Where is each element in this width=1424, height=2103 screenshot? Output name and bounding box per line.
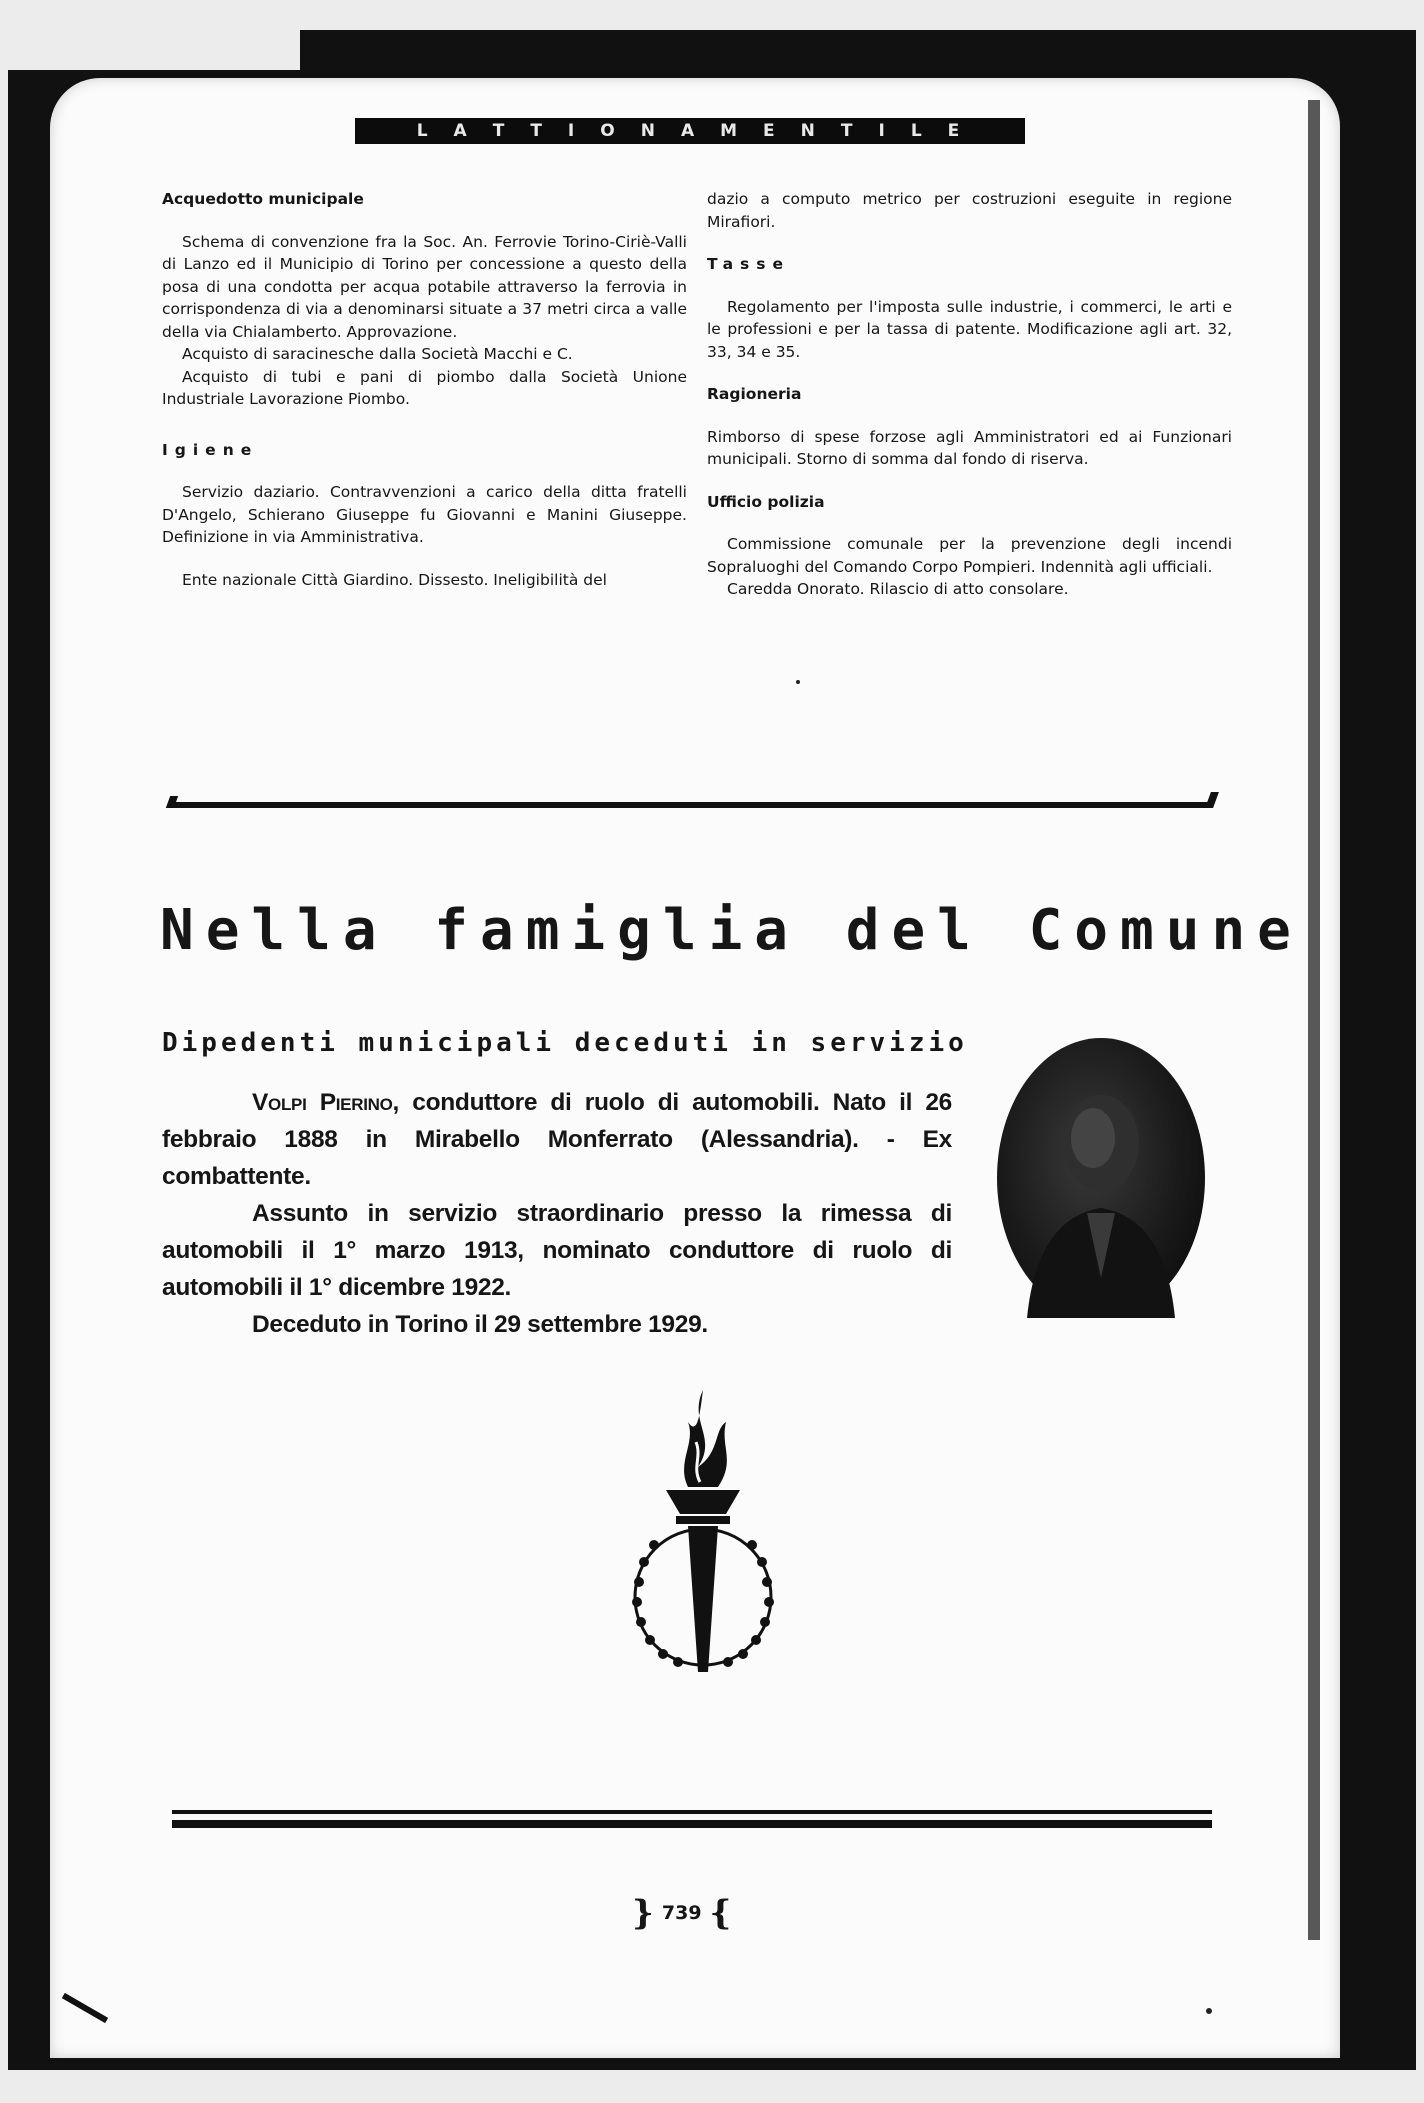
ink-speck <box>796 680 800 684</box>
footer-divider <box>172 1810 1212 1828</box>
paragraph: Rimborso di spese forzose agli Amministratori ed ai Funzionari municipali. Storno di somma dal fondo di riserva. <box>707 427 1232 468</box>
bracket-right-icon: { <box>709 1893 732 1933</box>
paragraph: Acquisto di tubi e pani di piombo dalla Società Unione Industriale Lavorazione Piombo. <box>162 367 687 408</box>
deceased-name: Volpi Pierino <box>252 1089 393 1116</box>
obituary-text <box>162 1084 952 1343</box>
obituary-paragraph: Deceduto in Torino il 29 settembre 1929. <box>252 1311 708 1338</box>
header-letter: O <box>600 121 619 141</box>
portrait-photo <box>997 1038 1205 1318</box>
section-heading-tasse: Tasse <box>707 255 790 273</box>
header-letter: N <box>800 121 819 141</box>
header-letter: T <box>492 121 509 141</box>
running-header <box>355 118 1025 144</box>
section-heading-polizia: Ufficio polizia <box>707 492 825 511</box>
page-number <box>632 1893 731 1933</box>
page-edge-shadow <box>1308 100 1320 1940</box>
portrait-figure-icon <box>997 1038 1205 1318</box>
header-letter: I <box>567 121 579 141</box>
header-letter: E <box>763 121 779 141</box>
header-letter: E <box>947 121 964 141</box>
header-letter: L <box>910 121 926 141</box>
section-heading-ragioneria: Ragioneria <box>707 385 802 403</box>
paragraph: Acquisto di saracinesche dalla Società Macchi e C. <box>182 345 573 363</box>
paragraph: Regolamento per l'imposta sulle industrie, i commerci, le arti e le professioni e per la tassa di patente. Modificazione agli art. 32, 33, 34 e 35. <box>707 297 1232 361</box>
section-heading-igiene: Igiene <box>162 440 259 459</box>
section-subtitle: Dipedenti municipali deceduti in servizio <box>162 1028 968 1058</box>
torch-wreath-emblem <box>628 1382 778 1706</box>
section-divider <box>172 802 1212 808</box>
paragraph: dazio a computo metrico per costruzioni eseguite in regione Mirafiori. <box>707 190 1232 231</box>
header-letter: T <box>840 121 857 141</box>
paragraph: Servizio daziario. Contravvenzioni a carico della ditta fratelli D'Angelo, Schierano Giuseppe fu Giovanni e Manini Giuseppe. Definizione in via Amministrativa. <box>162 483 687 546</box>
header-letter: A <box>680 121 699 141</box>
paragraph: Caredda Onorato. Rilascio di atto consolare. <box>727 580 1069 598</box>
section-heading-acquedotto: Acquedotto municipale <box>162 190 364 208</box>
header-letter: T <box>530 121 546 141</box>
ink-speck <box>1206 2008 1212 2014</box>
page-title: Nella famiglia del Comune <box>160 898 1303 963</box>
scan-margin <box>0 0 300 70</box>
right-column <box>707 188 1232 601</box>
paragraph: Ente nazionale Città Giardino. Dissesto. Ineligibilità del <box>182 570 607 589</box>
paragraph: Schema di convenzione fra la Soc. An. Ferrovie Torino-Ciriè-Valli di Lanzo ed il Municipio di Torino per concessione a questo della posa di una condotta per acqua potabile attraverso la ferrovia in corrispondenza di via a denominarsi situate a 37 metri circa a valle della via Chialamberto. Approvazione. <box>162 232 687 341</box>
header-letter: I <box>878 121 889 141</box>
torch-icon <box>628 1382 778 1702</box>
obituary-paragraph: Assunto in servizio straordinario presso la rimessa di automobili il 1° marzo 1913, nominato conduttore di ruolo di automobili il 1° dicembre 1922. <box>162 1200 952 1301</box>
header-letter: M <box>720 121 742 141</box>
header-letter: A <box>453 121 471 141</box>
bracket-left-icon: } <box>632 1893 654 1933</box>
header-letter: N <box>640 121 659 141</box>
paragraph: Commissione comunale per la prevenzione degli incendi Sopraluoghi del Comando Corpo Pompieri. Indennità agli ufficiali. <box>707 535 1232 576</box>
header-letter: L <box>416 121 432 141</box>
obituary-line: , conduttore di ruolo di automobili. Nato il 26 febbraio 1888 in Mirabello Monferrato (Alessandria). - Ex combattente. <box>162 1089 952 1190</box>
page-number-value: 739 <box>661 1902 702 1924</box>
left-column <box>162 188 687 591</box>
